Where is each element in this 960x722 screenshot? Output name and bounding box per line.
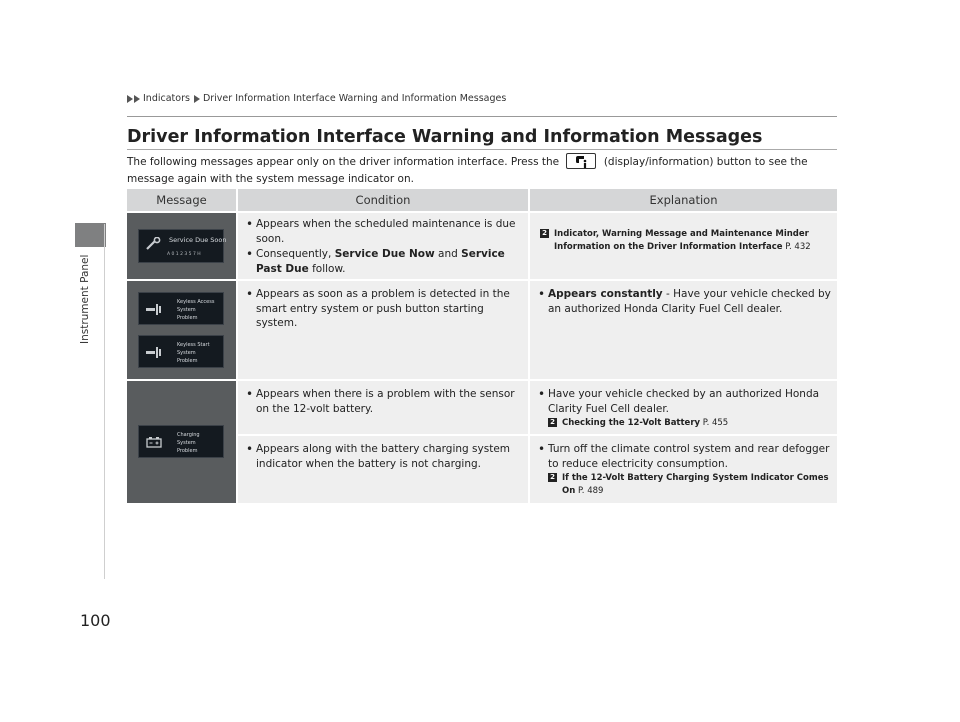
screen-subtext: A 0 1 2 3 5 7 H xyxy=(167,252,201,257)
key-system-icon xyxy=(145,346,163,359)
condition-cell xyxy=(238,281,528,379)
side-section-label: Instrument Panel xyxy=(79,254,91,344)
wrench-icon xyxy=(145,237,163,251)
explanation-cell xyxy=(530,381,837,434)
condition-bullet: • Appears when there is a problem with the sensor on the 12-volt battery. xyxy=(246,387,515,415)
breadcrumb-arrow-icon xyxy=(127,95,133,103)
display-screen xyxy=(138,292,224,325)
intro-text-before: The following messages appear only on the driver information interface. Press the xyxy=(127,156,560,168)
condition-bullet: • Appears as soon as a problem is detected in the smart entry system or push button starting system. xyxy=(246,287,510,329)
header-explanation: Explanation xyxy=(530,189,837,211)
reference-marker-icon: 2 xyxy=(548,473,557,482)
intro-paragraph xyxy=(127,154,839,188)
display-screen xyxy=(138,229,227,263)
battery-icon xyxy=(146,436,162,448)
reference-marker-icon: 2 xyxy=(548,418,557,427)
condition-bullet: • Appears when the scheduled maintenance is due soon. xyxy=(246,217,516,245)
condition-cell xyxy=(238,213,528,279)
condition-bullet: • Consequently, Service Due Now and Service Past Due follow. xyxy=(246,247,505,275)
condition-bullet: • Appears along with the battery charging system indicator when the battery is not charging. xyxy=(246,442,511,470)
screen-text: Problem xyxy=(177,315,198,321)
header-condition: Condition xyxy=(238,189,528,211)
breadcrumb xyxy=(127,93,510,104)
screen-text: System xyxy=(177,307,196,313)
display-screen xyxy=(138,425,224,458)
message-cell xyxy=(127,381,236,503)
screen-text: Keyless Access xyxy=(177,299,215,305)
breadcrumb-item[interactable]: Driver Information Interface Warning and Information Messages xyxy=(202,93,507,104)
screen-text: System xyxy=(177,440,196,446)
condition-cell xyxy=(238,381,528,434)
explanation-bullet: • Turn off the climate control system and rear defogger to reduce electricity consumption. xyxy=(538,442,830,470)
cross-reference[interactable]: 2 Checking the 12-Volt Battery P. 455 xyxy=(548,417,831,430)
page-number: 100 xyxy=(80,611,111,630)
intro-text-after: (display/information) button to see the message again with the system message indicator on. xyxy=(127,156,808,185)
screen-text: Service Due Soon xyxy=(169,236,227,244)
explanation-cell xyxy=(530,436,837,503)
screen-text: Problem xyxy=(177,358,198,364)
header-message: Message xyxy=(127,189,236,211)
screen-text: System xyxy=(177,350,196,356)
messages-table xyxy=(127,189,837,503)
message-cell xyxy=(127,213,236,279)
cross-reference[interactable]: 2 If the 12-Volt Battery Charging System Indicator Comes On P. 489 xyxy=(548,472,831,497)
title-rule xyxy=(127,149,837,150)
breadcrumb-arrow-icon xyxy=(194,95,200,103)
screen-text: Charging xyxy=(177,432,200,438)
explanation-cell xyxy=(530,281,837,379)
page-title: Driver Information Interface Warning and Information Messages xyxy=(127,127,763,147)
explanation-bullet: • Appears constantly - Have your vehicle checked by an authorized Honda Clarity Fuel Cell dealer. xyxy=(538,287,831,315)
explanation-bullet: • Have your vehicle checked by an authorized Honda Clarity Fuel Cell dealer. xyxy=(538,387,820,415)
screen-text: Problem xyxy=(177,448,198,454)
header-rule xyxy=(127,116,837,117)
breadcrumb-item[interactable]: Indicators xyxy=(143,93,190,104)
side-divider xyxy=(104,224,105,579)
info-button-icon xyxy=(566,153,596,169)
display-screen xyxy=(138,335,224,368)
key-system-icon xyxy=(145,303,163,316)
explanation-cell xyxy=(530,213,837,279)
screen-text: Keyless Start xyxy=(177,342,210,348)
section-tab xyxy=(75,223,106,247)
cross-reference[interactable]: 2 Indicator, Warning Message and Maintenance Minder Information on the Driver Information Interface P. 432 xyxy=(540,228,829,253)
reference-marker-icon: 2 xyxy=(540,229,549,238)
message-cell xyxy=(127,281,236,379)
breadcrumb-arrow-icon xyxy=(134,95,140,103)
condition-cell xyxy=(238,436,528,503)
